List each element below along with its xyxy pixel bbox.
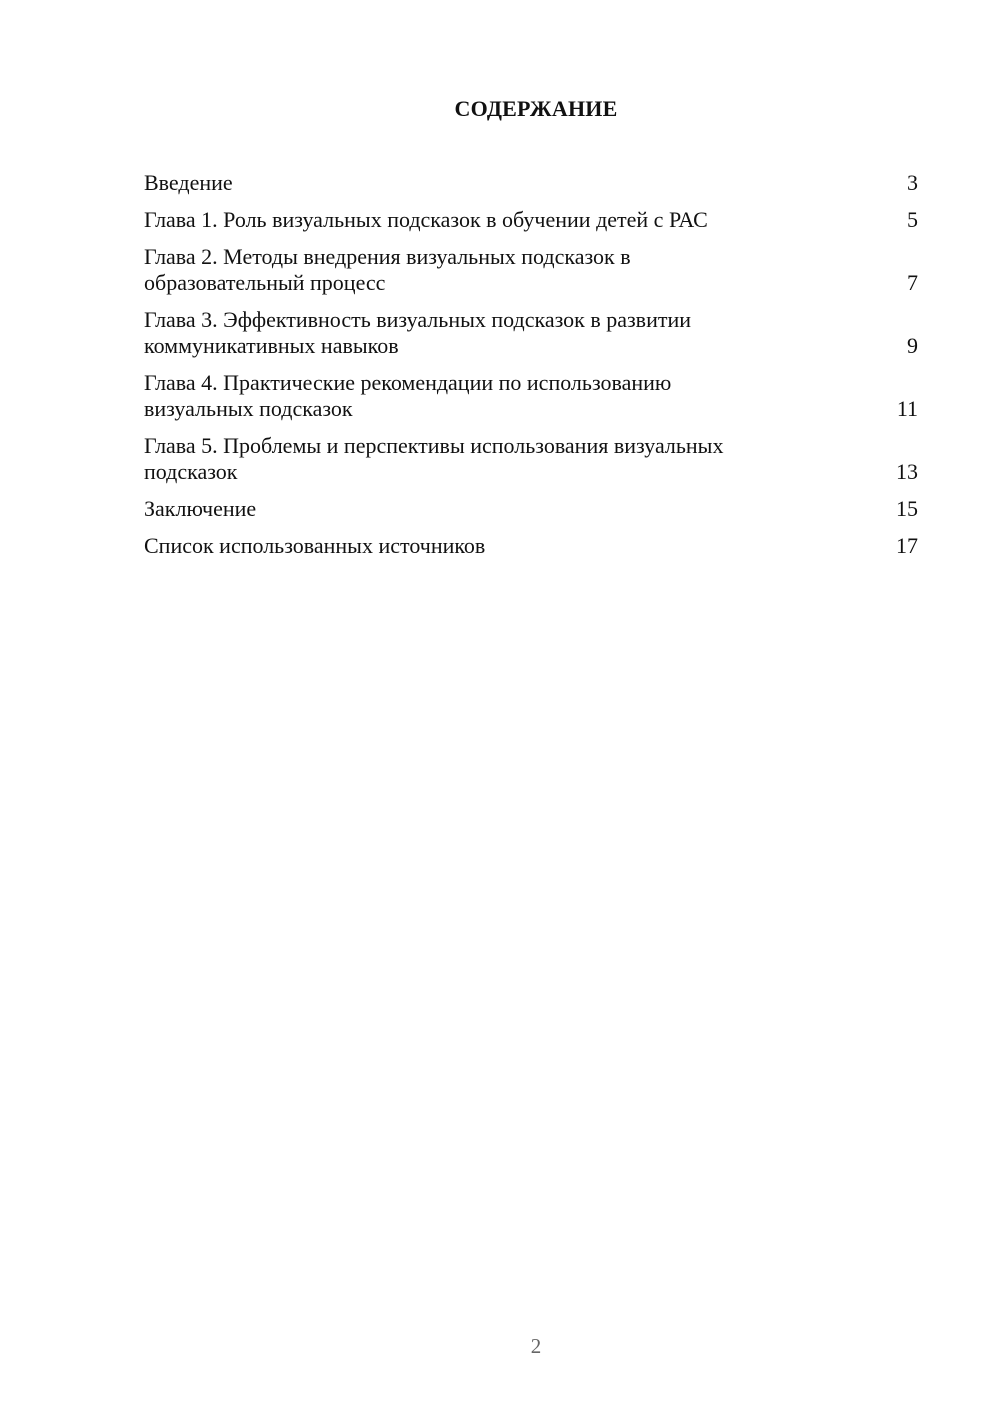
toc-entry-label: Список использованных источников (144, 533, 486, 558)
toc-entry-page: 17 (896, 533, 918, 558)
toc-entry-label: Глава 3. Эффективность визуальных подсказок в развитии коммуникативных навыков (144, 307, 692, 358)
toc-title: СОДЕРЖАНИЕ (454, 96, 618, 121)
toc-entry-chapter-2[interactable] (144, 244, 918, 296)
table-of-contents (144, 170, 918, 570)
toc-entry-conclusion[interactable] (144, 496, 918, 522)
toc-entry-page: 15 (896, 496, 918, 521)
toc-entry-chapter-5[interactable] (144, 433, 918, 485)
toc-entry-label: Глава 4. Практические рекомендации по использованию визуальных подсказок (144, 370, 672, 421)
toc-entry-label: Заключение (144, 496, 257, 521)
toc-entry-chapter-3[interactable] (144, 307, 918, 359)
toc-entry-chapter-4[interactable] (144, 370, 918, 422)
toc-entry-page: 7 (907, 270, 918, 295)
toc-entry-page: 3 (907, 170, 918, 195)
toc-entry-label: Введение (144, 170, 233, 195)
page-number: 2 (530, 1334, 542, 1358)
toc-entry-label: Глава 1. Роль визуальных подсказок в обучении детей с РАС (144, 207, 708, 232)
toc-entry-introduction[interactable] (144, 170, 918, 196)
toc-entry-references[interactable] (144, 533, 918, 559)
toc-entry-label: Глава 5. Проблемы и перспективы использования визуальных подсказок (144, 433, 724, 484)
toc-entry-page: 5 (907, 207, 918, 232)
toc-entry-chapter-1[interactable] (144, 207, 918, 233)
toc-entry-page: 9 (907, 333, 918, 358)
toc-entry-page: 13 (896, 459, 918, 484)
toc-entry-page: 11 (896, 396, 918, 421)
toc-entry-label: Глава 2. Методы внедрения визуальных подсказок в образовательный процесс (144, 244, 631, 295)
